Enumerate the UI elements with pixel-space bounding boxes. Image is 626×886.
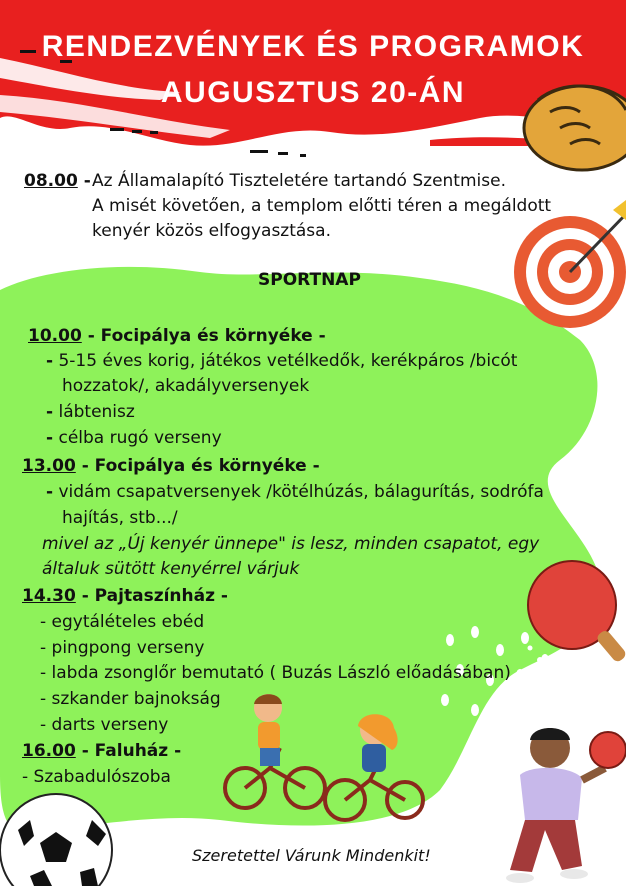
list-item (46, 402, 135, 422)
item-dash: - (46, 351, 54, 371)
block-place: - Focipálya és környéke - (81, 326, 326, 346)
item-text: 5-15 éves korig, játékos vetélkedők, kerékpáros /bicót (53, 351, 518, 371)
list-item: - darts verseny (40, 715, 169, 735)
item-text: hajítás, stb.../ (62, 508, 178, 528)
item-dash: - (46, 428, 54, 448)
list-item: - labda zsonglőr bemutató ( Buzás László előadásában) (40, 663, 511, 683)
block-header (28, 326, 326, 346)
intro-text-3: kenyér közös elfogyasztása. (92, 221, 331, 241)
target-icon (505, 200, 626, 330)
boy-playing-ping-pong-illustration (470, 720, 626, 886)
block-time: 10.00 (28, 326, 82, 346)
block-header (22, 741, 181, 761)
block-header (22, 456, 320, 476)
item-text: hozzatok/, akadályversenyek (62, 376, 310, 396)
intro-text-2: A misét követően, a templom előtti téren a megáldott (92, 196, 552, 216)
block-time: 13.00 (22, 456, 76, 476)
note-line-1: mivel az „Új kenyér ünnepe" is lesz, minden csapatot, egy (42, 534, 540, 554)
item-dash: - (46, 402, 54, 422)
block-place: - Faluház - (75, 741, 182, 761)
block-place: - Focipálya és környéke - (75, 456, 320, 476)
item-text: célba rugó verseny (53, 428, 222, 448)
section-title: SPORTNAP (258, 270, 361, 290)
item-text: lábtenisz (53, 402, 135, 422)
list-item: - Szabadulószoba (22, 767, 171, 787)
kids-on-bikes-illustration (220, 688, 425, 838)
intro-sep: - (77, 171, 91, 191)
list-item (62, 508, 178, 528)
note-line-2: általuk sütött kenyérrel várjuk (42, 559, 300, 579)
page-title-line1: RENDEZVÉNYEK ÉS PROGRAMOK (41, 30, 585, 63)
list-item (46, 428, 222, 448)
list-item: - egytálételes ebéd (40, 612, 205, 632)
block-time: 14.30 (22, 586, 76, 606)
soccer-ball-icon (0, 790, 115, 886)
block-header (22, 586, 228, 606)
list-item (46, 482, 544, 502)
block-time: 16.00 (22, 741, 76, 761)
item-text: vidám csapatversenyek /kötélhúzás, bálagurítás, sodrófa (53, 482, 544, 502)
intro-text-1: Az Államalapító Tiszteletére tartandó Szentmise. (92, 171, 506, 191)
list-item: - pingpong verseny (40, 638, 205, 658)
page-title-line2: AUGUSZTUS 20-ÁN (160, 76, 466, 109)
item-dash: - (46, 482, 54, 502)
list-item: - szkander bajnokság (40, 689, 221, 709)
footer-text: Szeretettel Várunk Mindenkit! (192, 846, 431, 865)
intro-line-1 (24, 171, 91, 191)
list-item (46, 351, 517, 371)
intro-time: 08.00 (24, 171, 78, 191)
list-item (62, 376, 309, 396)
block-place: - Pajtaszínház - (75, 586, 228, 606)
